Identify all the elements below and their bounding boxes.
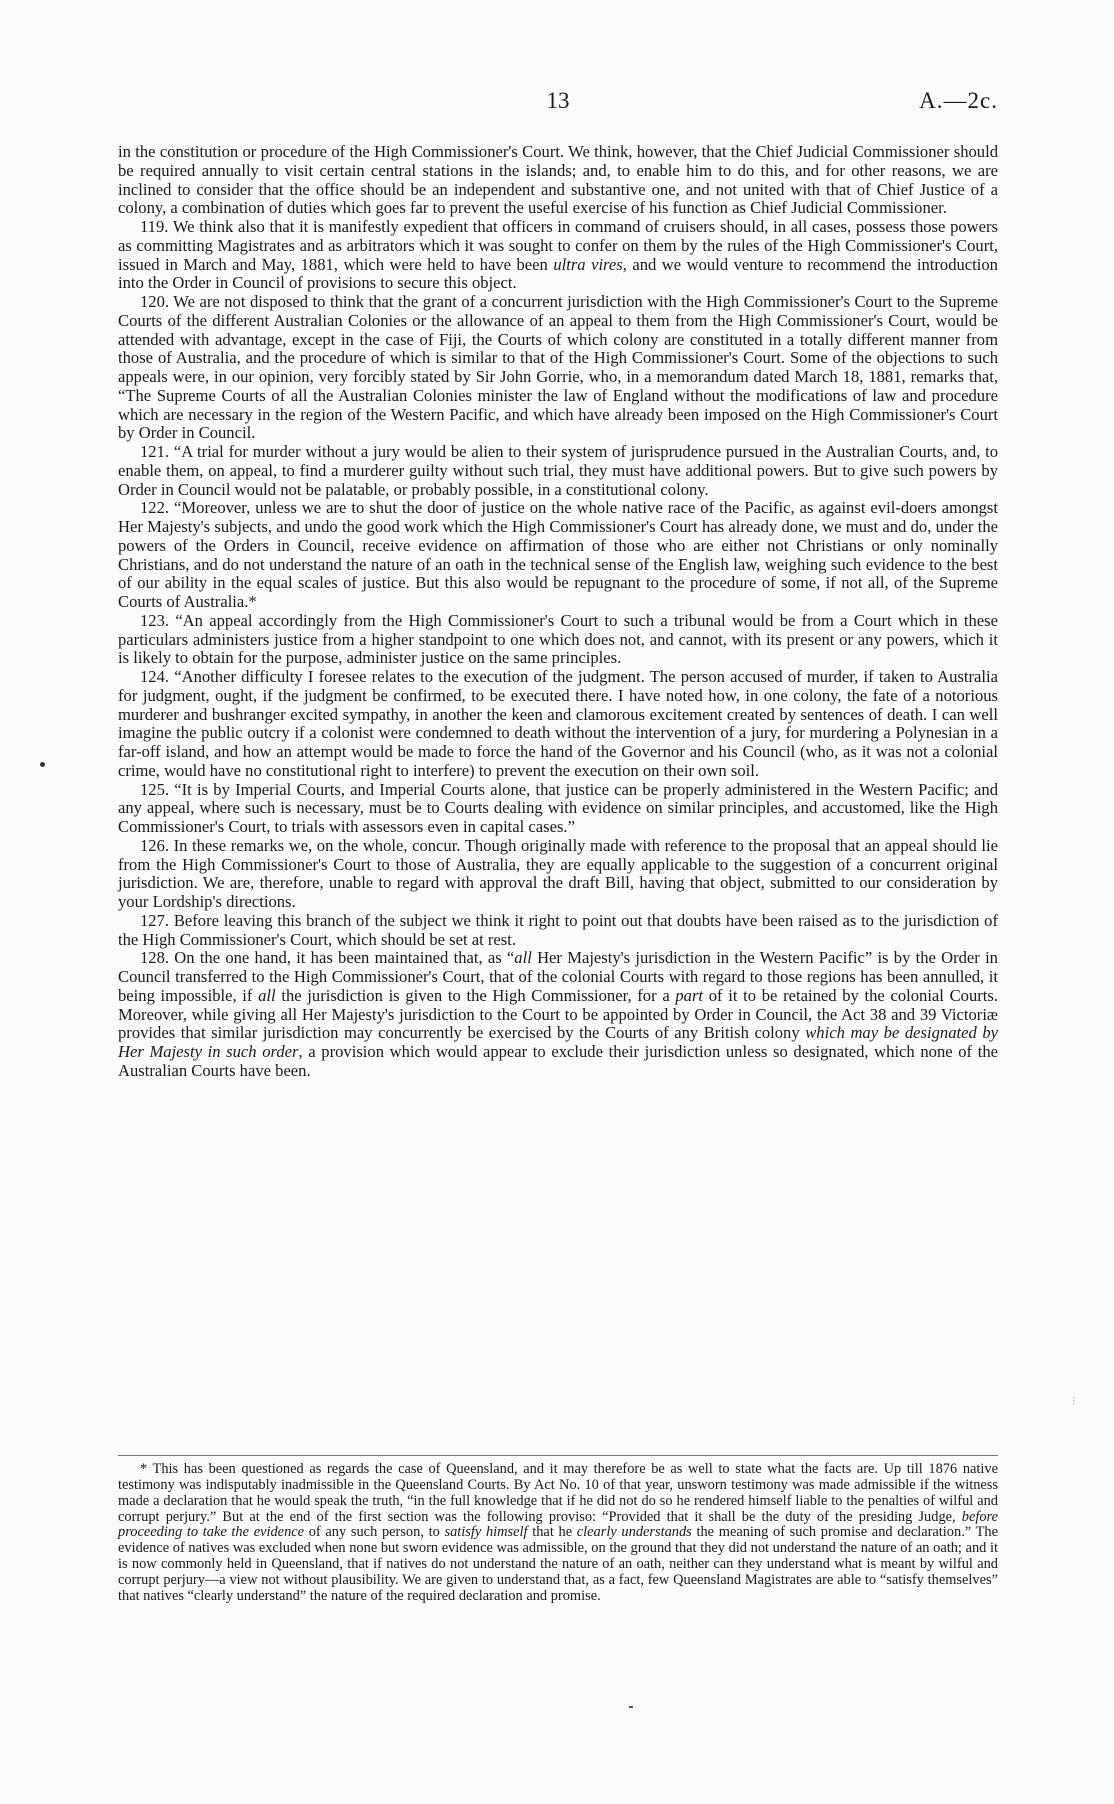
paragraph-125: 125. “It is by Imperial Courts, and Imperial Courts alone, that justice can be properly administered in the Western Pacific; and any appeal, where such is necessary, must be to Courts dealing with evidence on similar principles, and accustomed, like the High Commissioner's Court, to trials with assessors even in capital cases.” (118, 779, 998, 836)
margin-mark-dot (40, 762, 45, 767)
document-reference: A.—2c. (919, 88, 998, 113)
italic-phrase: ultra vires (553, 254, 623, 274)
paragraph-continued (118, 143, 998, 218)
page-bottom-mark (629, 1706, 633, 1708)
paragraph-119: 119. We think also that it is manifestly expedient that officers in command of cruisers should, in all cases, possess those powers as committing Magistrates and as arbitrators which it was sought to confer on them by the rules of the High Commissioner's Court, issued in March and May, 1881, which were held to have been ultra vires, and we would venture to recommend the introduction into the Order in Council of provisions to secure this object. (118, 217, 998, 293)
footnote-divider (118, 1455, 998, 1457)
paragraph-120: 120. We are not disposed to think that the grant of a concurrent jurisdiction with the High Commissioner's Court to the Supreme Courts of the different Australian Colonies or the allowance of an appeal to them from the High Commissioner's Court, would be attended with advantage, except in the case of Fiji, the Courts of which colony are constituted in a totally different manner from those of Australia, and the procedure of which is similar to that of the High Commissioner's Court. Some of the objections to such appeals were, in our opinion, very forcibly stated by Sir John Gorrie, who, in a memorandum dated March 18, 1881, remarks that, “The Supreme Courts of all the Australian Colonies minister the law of England without the modifications of law and procedure which are necessary in the region of the Western Pacific, and which have already been imposed on the High Commissioner's Court by Order in Council. (118, 292, 998, 443)
italic-phrase: which may be designated by Her Majesty in such order (118, 1023, 999, 1061)
italic-phrase: clearly understands (576, 1524, 692, 1541)
footnote-text: * This has been questioned as regards the case of Queensland, and it may therefore be as well to state what the facts are. Up till 1876 native testimony was indisputably inadmissible in the Queensland Courts. By Act No. 10 of that year, unsworn testimony was made admissible if the witness made a declaration that he would speak the truth, “in the full knowledge that if he did not do so he rendered himself liable to the penalties of wilful and corrupt perjury.” But at the end of the first section was the following proviso: “Provided that it shall be the duty of the presiding Judge, before proceeding to take the evidence of any such person, to satisfy himself that he clearly understands the meaning of such promise and declaration.” The evidence of natives was excluded when none but sworn evidence was admissible, on the ground that they did not understand the nature of an oath; and it is now commonly held in Queensland, that if natives do not understand the nature of an oath, neither can they understand what is meant by wilful and corrupt perjury—a view not without plausibility. We are given to understand that, as a fact, few Queensland Magistrates are able to “satisfy themselves” that natives “clearly understand” the nature of the required declaration and promise. (118, 1461, 998, 1604)
paragraph-122: 122. “Moreover, unless we are to shut the door of justice on the whole native race of the Pacific, as against evil-doers amongst Her Majesty's subjects, and undo the good work which the High Commissioner's Court has already done, we must and do, under the powers of the Orders in Council, receive evidence on affirmation of those who are either not Christians or only nominally Christians, and do not understand the nature of an oath in the technical sense of the English law, weighing such evidence to the best of our ability in the equal scales of justice. But this also would be repugnant to the procedure of some, if not all, of the Supreme Courts of Australia.* (118, 498, 998, 611)
paragraph-127: 127. Before leaving this branch of the subject we think it right to point out that doubts have been raised as to the jurisdiction of the High Commissioner's Court, which should be set at rest. (118, 910, 998, 949)
margin-scan-mark: ⁝ (1072, 1394, 1076, 1408)
page-number: 13 (546, 88, 570, 113)
italic-phrase: all (514, 948, 532, 968)
paragraph-123: 123. “An appeal accordingly from the High Commissioner's Court to such a tribunal would be from a Court which in these particulars administers justice from a higher standpoint to one which does not, and cannot, with its present or any powers, which it is likely to obtain for the purpose, administer justice on the same principles. (118, 610, 998, 668)
italic-phrase: satisfy himself (444, 1524, 528, 1541)
italic-phrase: all (258, 985, 276, 1005)
italic-phrase: part (675, 985, 704, 1005)
paragraph-121: 121. “A trial for murder without a jury would be alien to their system of jurisprudence pursued in the Australian Courts, and, to enable them, on appeal, to find a murderer guilty without such trial, they must have additional powers. But to give such powers by Order in Council would not be palatable, or probably possible, in a constitutional colony. (118, 442, 998, 499)
paragraph-text: in the constitution or procedure of the High Commissioner's Court. We think, however, that the Chief Judicial Commissioner should be required annually to visit certain central stations in the islands; and, to enable him to do this, and for other reasons, we are inclined to consider that the office should be an independent and substantive one, and not united with that of Chief Justice of a colony, a combination of duties which goes far to prevent the useful exercise of his function as Chief Judicial Commissioner. (118, 142, 998, 218)
page-header (118, 88, 998, 118)
footnote (118, 1462, 998, 1605)
paragraph-128: 128. On the one hand, it has been maintained that, as “all Her Majesty's jurisdiction in the Western Pacific” is by the Order in Council transferred to the High Commissioner's Court, that of the colonial Courts with regard to those regions has been annulled, it being impossible, if all the jurisdiction is given to the High Commissioner, for a part of it to be retained by the colonial Courts. Moreover, while giving all Her Majesty's jurisdiction to the Court to be appointed by Order in Council, the Act 38 and 39 Victoriæ provides that similar jurisdiction may concurrently be exercised by the Courts of any British colony which may be designated by Her Majesty in such order, a provision which would appear to exclude their jurisdiction unless so designated, which none of the Australian Courts have been. (118, 948, 999, 1080)
body-text (118, 143, 998, 1081)
paragraph-124: 124. “Another difficulty I foresee relates to the execution of the judgment. The person accused of murder, if taken to Australia for judgment, ought, if the judgment be confirmed, to be executed there. I have noted how, in one colony, the fate of a notorious murderer and bushranger excited sympathy, in another the keen and clamorous excitement created by sentences of death. I can well imagine the public outcry if a colonist were condemned to death without the intervention of a jury, for murdering a Polynesian in a far-off island, and how an attempt would be made to force the hand of the Governor and his Council (who, as it was not a colonial crime, would have no constitutional right to interfere) to prevent the execution on their own soil. (118, 667, 998, 780)
italic-phrase: before proceeding to take the evidence (118, 1508, 998, 1541)
paragraph-126: 126. In these remarks we, on the whole, concur. Though originally made with reference to the proposal that an appeal should lie from the High Commissioner's Court to those of Australia, they are equally applicable to the suggestion of a concurrent original jurisdiction. We are, therefore, unable to regard with approval the draft Bill, having that object, submitted to our consideration by your Lordship's directions. (118, 835, 998, 911)
